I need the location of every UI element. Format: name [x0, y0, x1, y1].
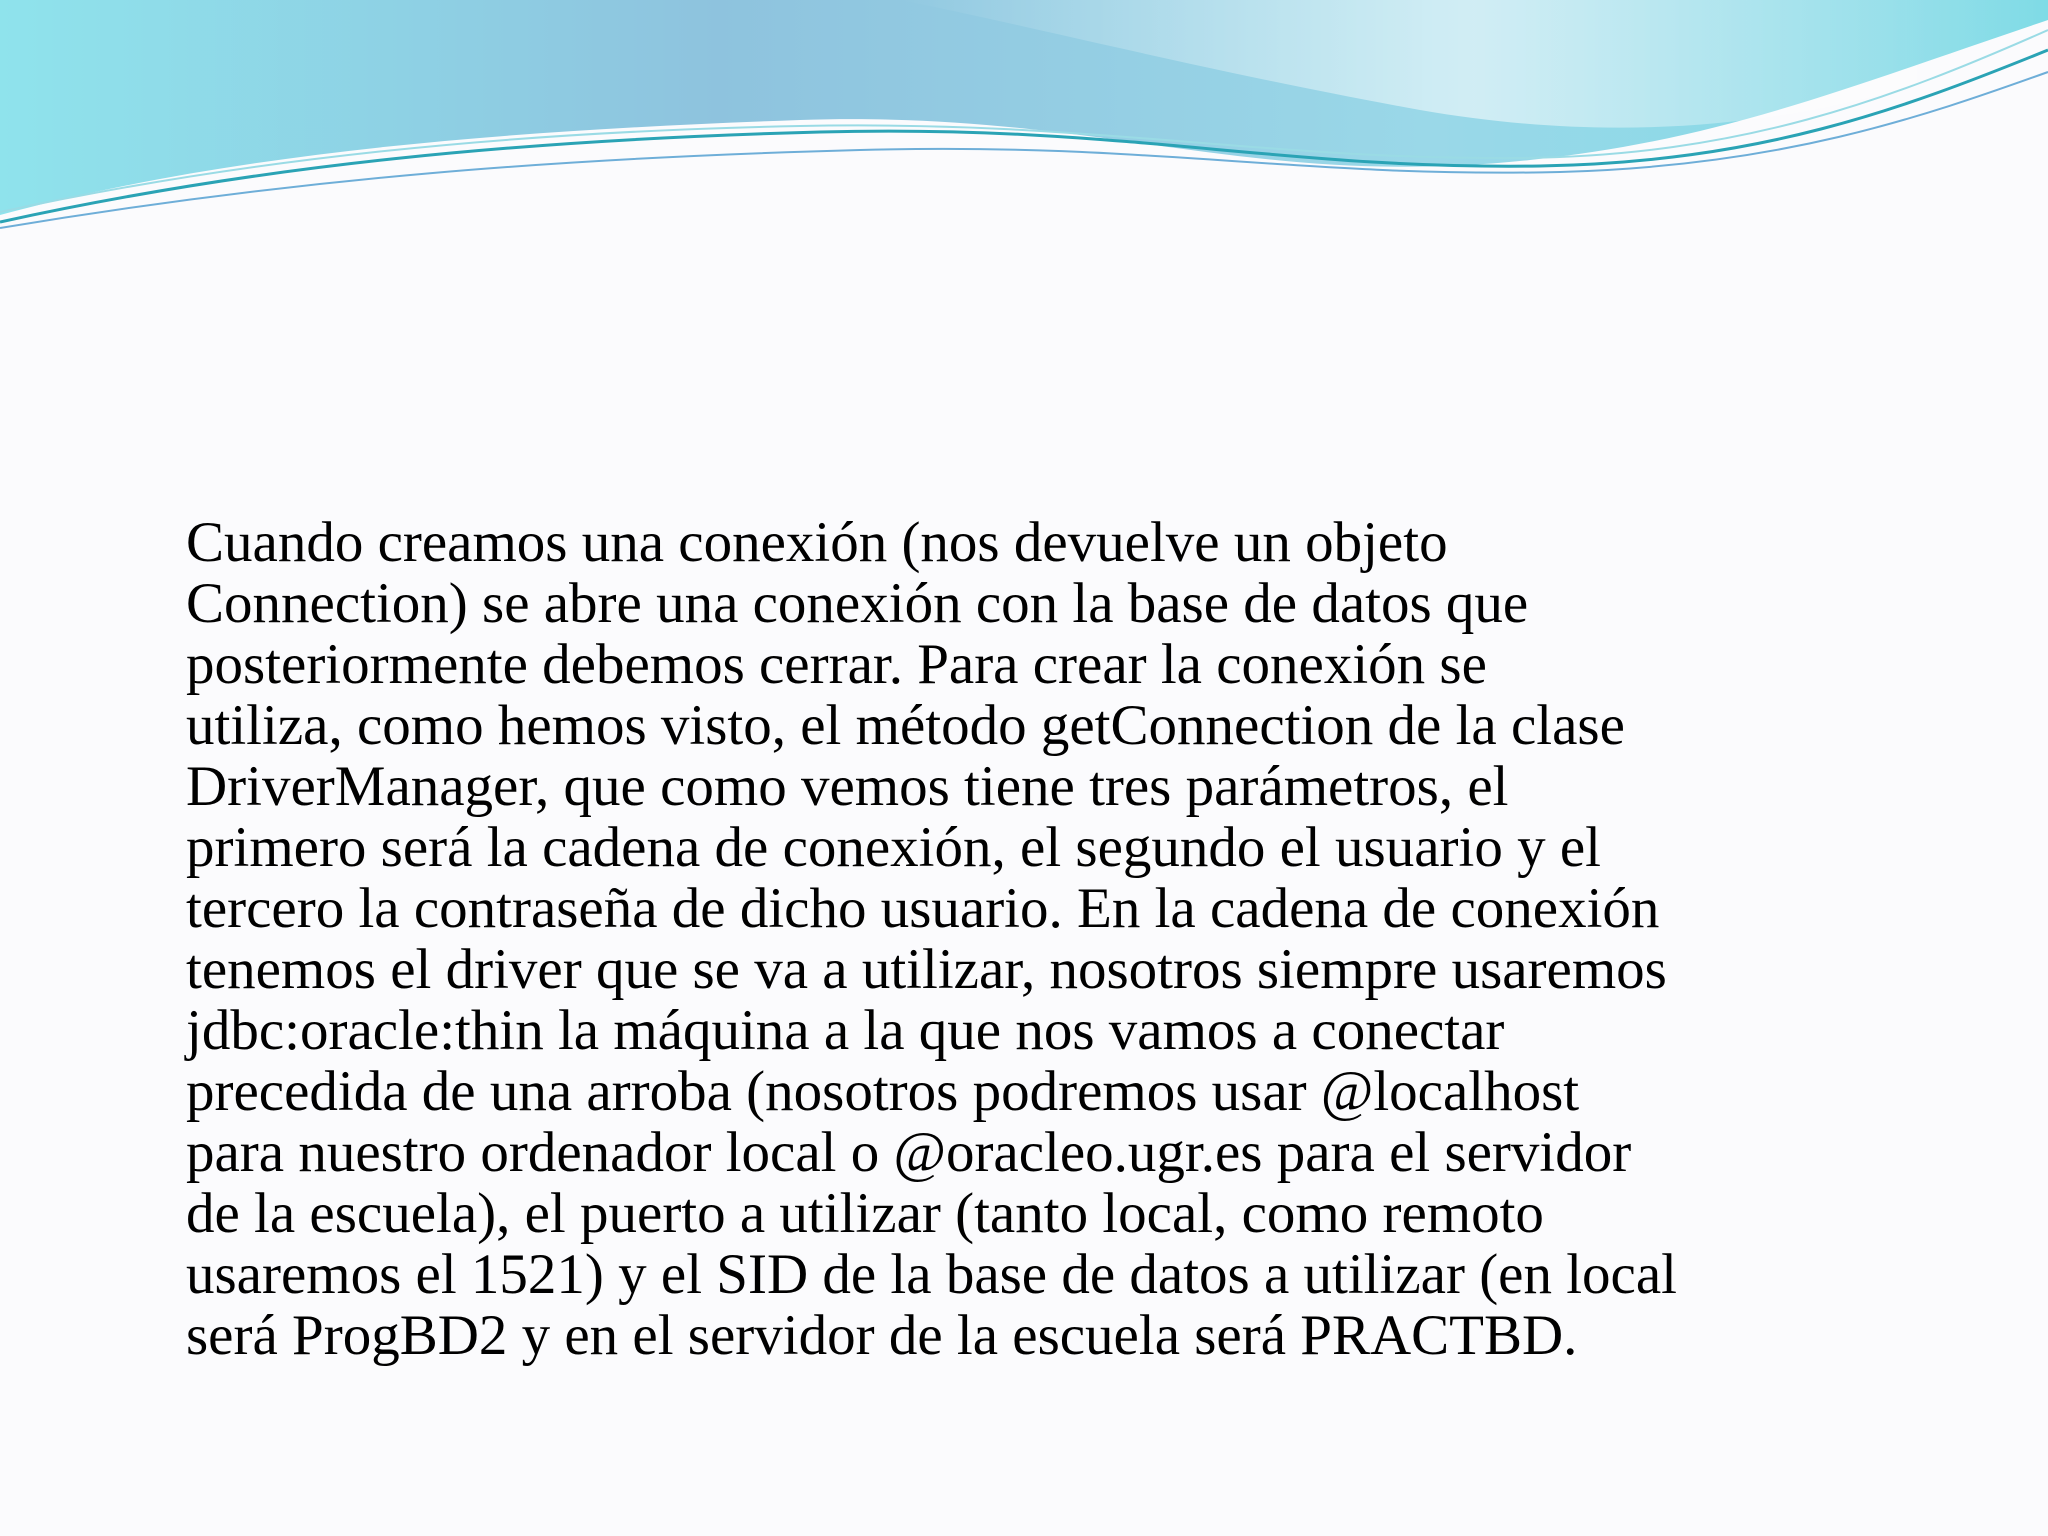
wave-header-decoration	[0, 0, 2048, 240]
slide-body-text: Cuando creamos una conexión (nos devuelve un objeto Connection) se abre una conexión con la base de datos que posteriormente debemos cerrar. Para crear la conexión se utiliza, como hemos visto, el método getConnection de la clase DriverManager, que como vemos tiene tres parámetros, el primero será la cadena de conexión, el segundo el usuario y el tercero la contraseña de dicho usuario. En la cadena de conexión tenemos el driver que se va a utilizar, nosotros siempre usaremos jdbc:oracle:thin la máquina a la que nos vamos a conectar precedida de una arroba (nosotros podremos usar @localhost para nuestro ordenador local o @oracleo.ugr.es para el servidor de la escuela), el puerto a utilizar (tanto local, como remoto usaremos el 1521) y el SID de la base de datos a utilizar (en local será ProgBD2 y en el servidor de la escuela será PRACTBD.	[186, 511, 1677, 1367]
